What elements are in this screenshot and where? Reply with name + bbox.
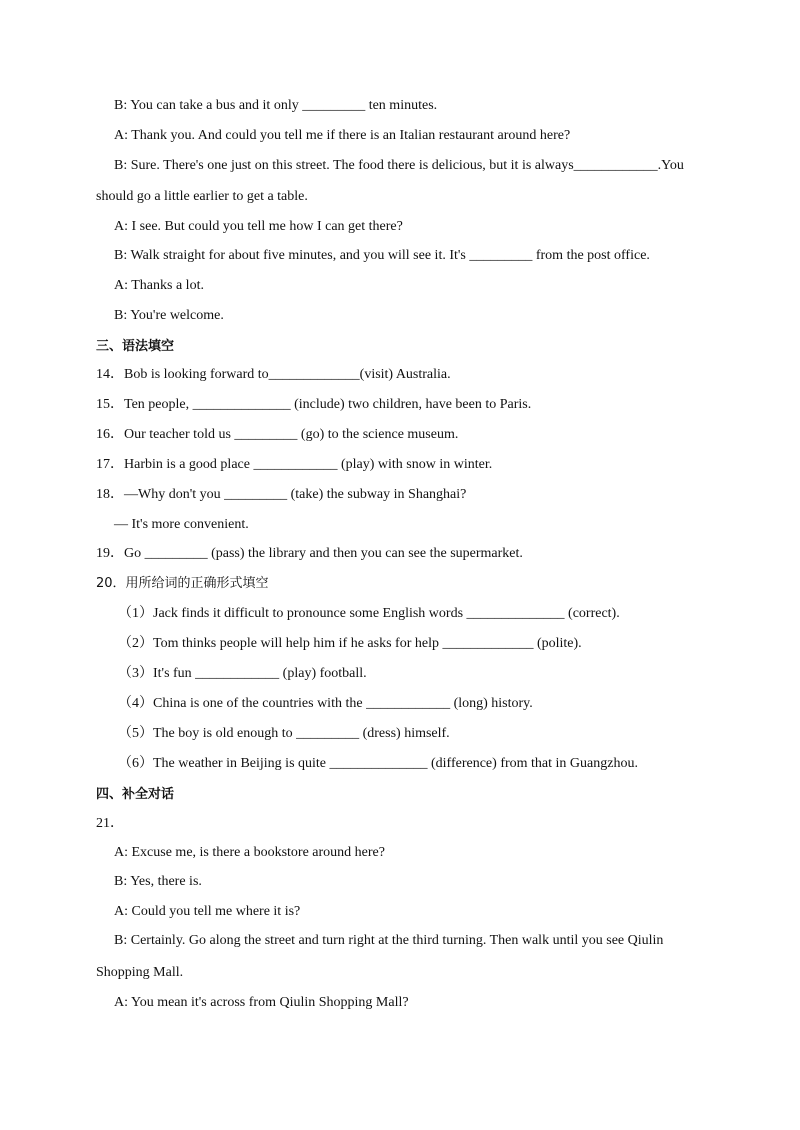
dialogue-line: A: You mean it's across from Qiulin Shopping Mall? bbox=[114, 995, 409, 1010]
question-20-item: （6）The weather in Beijing is quite ______________ (difference) from that in Guangzhou. bbox=[118, 756, 638, 771]
question-19: 19．Go _________ (pass) the library and then you can see the supermarket. bbox=[96, 546, 523, 561]
question-20-item: （5）The boy is old enough to _________ (dress) himself. bbox=[118, 726, 450, 741]
question-14: 14．Bob is looking forward to_____________(visit) Australia. bbox=[96, 367, 451, 382]
dialogue-line: A: Thank you. And could you tell me if there is an Italian restaurant around here? bbox=[114, 128, 571, 143]
dialogue-line: A: Thanks a lot. bbox=[114, 278, 204, 293]
dialogue-line: B: Sure. There's one just on this street. The food there is delicious, but it is always____________.You bbox=[114, 158, 684, 173]
dialogue-line: B: Walk straight for about five minutes, and you will see it. It's _________ from the post office. bbox=[114, 248, 650, 263]
question-20-item: （1）Jack finds it difficult to pronounce some English words ______________ (correct). bbox=[118, 606, 620, 621]
question-18: 18．—Why don't you _________ (take) the subway in Shanghai? bbox=[96, 487, 467, 502]
question-20-item: （4）China is one of the countries with the ____________ (long) history. bbox=[118, 696, 533, 711]
dialogue-line: A: Could you tell me where it is? bbox=[114, 904, 301, 919]
question-18-answer: — It's more convenient. bbox=[114, 517, 249, 532]
dialogue-line: should go a little earlier to get a table. bbox=[96, 189, 308, 204]
dialogue-line: B: You're welcome. bbox=[114, 308, 224, 323]
dialogue-line: Shopping Mall. bbox=[96, 965, 184, 980]
dialogue-line: B: Yes, there is. bbox=[114, 874, 202, 889]
question-16: 16．Our teacher told us _________ (go) to the science museum. bbox=[96, 427, 459, 442]
dialogue-line: B: You can take a bus and it only _________ ten minutes. bbox=[114, 98, 438, 113]
question-20-title: 20．用所给词的正确形式填空 bbox=[96, 576, 269, 591]
section-heading-dialogue: 四、补全对话 bbox=[96, 787, 175, 802]
question-20-item: （2）Tom thinks people will help him if he asks for help _____________ (polite). bbox=[118, 636, 582, 651]
section-heading-grammar: 三、语法填空 bbox=[96, 339, 175, 354]
dialogue-line: A: Excuse me, is there a bookstore around here? bbox=[114, 845, 385, 860]
question-21-number: 21． bbox=[96, 816, 124, 831]
question-20-item: （3）It's fun ____________ (play) football. bbox=[118, 666, 367, 681]
dialogue-line: A: I see. But could you tell me how I can get there? bbox=[114, 219, 403, 234]
question-15: 15．Ten people, ______________ (include) two children, have been to Paris. bbox=[96, 397, 532, 412]
dialogue-line: B: Certainly. Go along the street and turn right at the third turning. Then walk until you see Qiulin bbox=[114, 933, 664, 948]
question-17: 17．Harbin is a good place ____________ (play) with snow in winter. bbox=[96, 457, 493, 472]
